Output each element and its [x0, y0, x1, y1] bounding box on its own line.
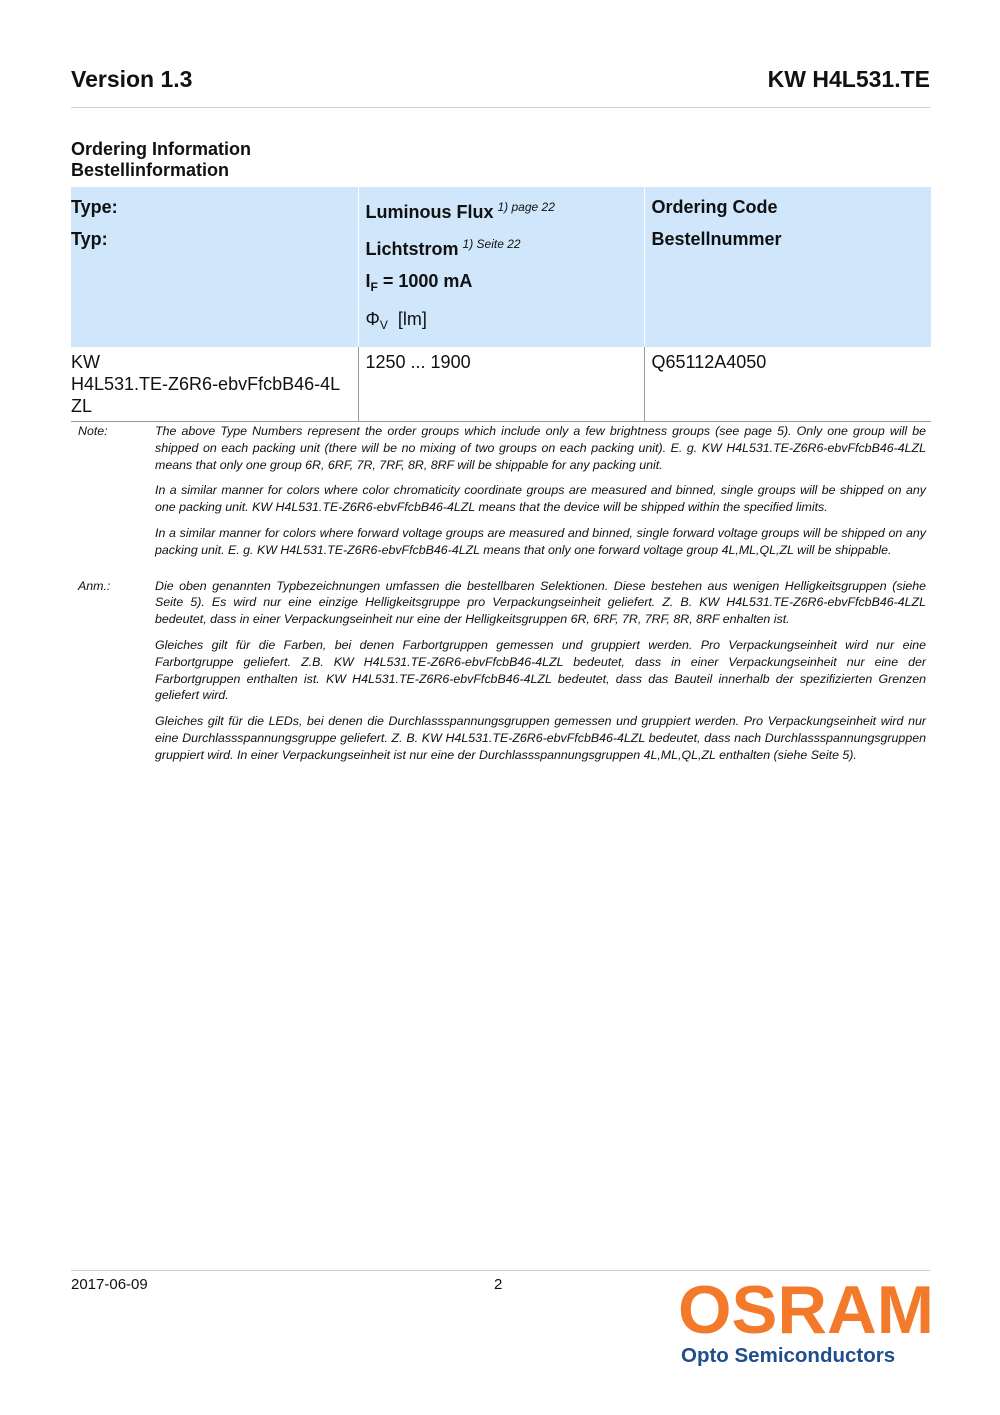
logo-subtitle: Opto Semiconductors [681, 1344, 896, 1367]
section-title [71, 139, 251, 181]
page-header [71, 64, 930, 108]
ordering-table [71, 187, 931, 422]
type-header: Type: Typ: [71, 187, 358, 347]
footer-divider [71, 1270, 930, 1271]
table-row [71, 347, 931, 422]
type-cell: KW H4L531.TE-Z6R6-ebvFfcbB46-4L ZL [71, 347, 358, 422]
anm-paragraph: Gleiches gilt für die LEDs, bei denen die Durchlassspannungsgruppen gemessen und gruppiert werden. Pro Verpackungseinheit wird nur eine Durchlassspannungsgruppe geliefert. Z. B. KW H4L531.TE-Z6R6-ebvFfcbB46-4LZL bedeutet, dass nach Durchlassspannungsgruppen gruppiert wird. In einer Verpackungseinheit ist nur eine der Durchlassspannungsgruppen 4L,ML,QL,ZL enthalten (siehe Seite 5). [155, 714, 926, 762]
flux-footnote-de: 1) Seite 22 [462, 237, 521, 251]
note-paragraph: The above Type Numbers represent the order groups which include only a few brightness groups (see page 5). Only one group will be shipped on each packing unit (there will be no mixing of two groups on each packing unit). E. g. KW H4L531.TE-Z6R6-ebvFfcbB46-4LZL means that only one group 6R, 6RF, 7R, 7RF, 8R, 8RF will be shippable for any packing unit. [155, 424, 926, 472]
note-paragraph: In a similar manner for colors where color chromaticity coordinate groups are measured and binned, single groups will be shipped on any one packing unit. KW H4L531.TE-Z6R6-ebvFfcbB46-4LZL means that the device will be shipped within the specified limits. [155, 483, 926, 515]
notes-section [78, 423, 926, 783]
osram-logo [678, 1278, 936, 1370]
flux-cell: 1250 ... 1900 [358, 347, 644, 422]
section-title-de: Bestellinformation [71, 160, 230, 180]
anm-paragraph: Die oben genannten Typbezeichnungen umfassen die bestellbaren Selektionen. Diese bestehen aus wenigen Helligkeitsgruppen (siehe Seite 5). Es wird nur eine einzige Helligkeitsgruppe pro Verpackungseinheit geliefert. Z. B. KW H4L531.TE-Z6R6-ebvFfcbB46-4LZL bedeutet, dass in einer Verpackungseinheit nur eine der Helligkeitsgruppen 6R, 6RF, 7R, 7RF, 8R, 8RF enhalten ist. [155, 578, 926, 627]
note-paragraph: In a similar manner for colors where forward voltage groups are measured and binned, single forward voltage groups will be shipped on any packing unit. E. g. KW H4L531.TE-Z6R6-ebvFfcbB46-4LZL means that only one forward voltage group 4L,ML,QL,ZL will be shippable. [155, 525, 926, 557]
anm-label: Anm.: [78, 578, 111, 593]
note-label: Note: [78, 424, 108, 438]
flux-footnote-en: 1) page 22 [497, 200, 555, 214]
code-header: Ordering Code Bestellnummer [644, 187, 931, 347]
note-de [78, 578, 926, 773]
code-cell: Q65112A4050 [644, 347, 931, 422]
forward-current: $I_F = 1000$ mA [365, 271, 473, 294]
table-header-row [71, 187, 931, 347]
flux-header: Luminous Flux $^{1) page 22}$ Lichtstrom $^{1) Seite 22}$ $I_F = 1000$ mA $\Phi_V$ [lm] [358, 187, 644, 347]
note-en [78, 423, 926, 568]
page-number: 2 [494, 1276, 503, 1293]
anm-paragraph: Gleiches gilt für die Farben, bei denen Farbortgruppen gemessen und gruppiert werden. Pro Verpackungseinheit wird nur eine Farbortgruppe geliefert. Z.B. KW H4L531.TE-Z6R6-ebvFfcbB46-4LZL bedeutet, dass in einer Verpackungseinheit nur eine der Farbortgruppen enthalten ist. KW H4L531.TE-Z6R6-ebvFfcbB46-4LZL bedeutet, dass das Bauteil innerhalb der spezifizierten Grenzen geliefert wird. [155, 637, 926, 703]
footer-date: 2017-06-09 [71, 1276, 148, 1293]
svg-text:OSRAM: OSRAM [678, 1278, 934, 1338]
osram-logo-mark [678, 1278, 936, 1338]
version-label: Version 1.3 [71, 66, 193, 92]
product-name: KW H4L531.TE [767, 66, 930, 92]
luminous-flux-unit: $\Phi_V$ [lm] [365, 309, 427, 332]
section-title-en: Ordering Information [71, 139, 251, 159]
